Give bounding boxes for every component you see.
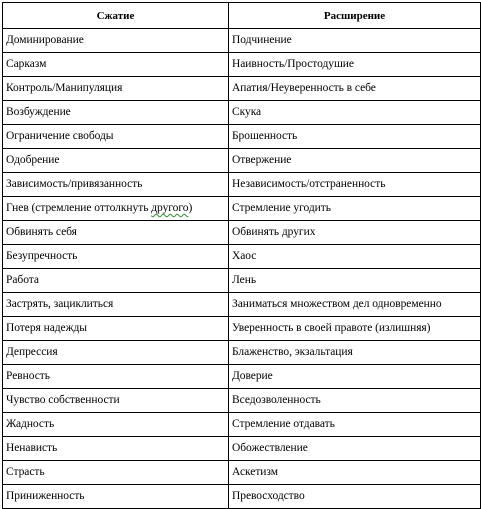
table-row — [3, 293, 481, 317]
table-row — [3, 197, 481, 221]
table-body — [3, 29, 481, 509]
cell-compression: Зависимость/привязанность — [3, 173, 229, 197]
table-row — [3, 53, 481, 77]
cell-compression: Ненависть — [3, 437, 229, 461]
table-row — [3, 173, 481, 197]
cell-compression: Чувство собственности — [3, 389, 229, 413]
cell-compression: Приниженность — [3, 485, 229, 509]
cell-compression: Гнев (стремление оттолкнуть другого) — [3, 197, 229, 221]
table-row — [3, 437, 481, 461]
cell-compression: Застрять, зациклиться — [3, 293, 229, 317]
table-row — [3, 125, 481, 149]
cell-expansion: Заниматься множеством дел одновременно — [229, 293, 481, 317]
cell-expansion: Лень — [229, 269, 481, 293]
table-row — [3, 389, 481, 413]
cell-expansion: Уверенность в своей правоте (излишняя) — [229, 317, 481, 341]
cell-compression: Работа — [3, 269, 229, 293]
spellcheck-underline: другого — [151, 202, 189, 214]
table-row — [3, 245, 481, 269]
cell-compression: Возбуждение — [3, 101, 229, 125]
cell-expansion: Хаос — [229, 245, 481, 269]
cell-expansion: Подчинение — [229, 29, 481, 53]
cell-expansion: Обожествление — [229, 437, 481, 461]
cell-expansion: Стремление отдавать — [229, 413, 481, 437]
table-row — [3, 149, 481, 173]
cell-compression: Одобрение — [3, 149, 229, 173]
table-row — [3, 485, 481, 509]
table-row — [3, 365, 481, 389]
cell-compression: Ограничение свободы — [3, 125, 229, 149]
header-compression: Сжатие — [3, 3, 229, 29]
cell-expansion: Наивность/Простодушие — [229, 53, 481, 77]
cell-compression: Депрессия — [3, 341, 229, 365]
cell-compression: Сарказм — [3, 53, 229, 77]
cell-expansion: Блаженство, экзальтация — [229, 341, 481, 365]
cell-expansion: Вседозволенность — [229, 389, 481, 413]
table-row — [3, 221, 481, 245]
comparison-table — [2, 2, 481, 509]
table-row — [3, 413, 481, 437]
cell-compression: Ревность — [3, 365, 229, 389]
cell-compression: Безупречность — [3, 245, 229, 269]
cell-expansion: Стремление угодить — [229, 197, 481, 221]
cell-expansion: Доверие — [229, 365, 481, 389]
cell-expansion: Брошенность — [229, 125, 481, 149]
cell-compression: Доминирование — [3, 29, 229, 53]
table-row — [3, 461, 481, 485]
cell-compression: Жадность — [3, 413, 229, 437]
table-row — [3, 29, 481, 53]
cell-expansion: Обвинять других — [229, 221, 481, 245]
cell-compression: Контроль/Манипуляция — [3, 77, 229, 101]
table-row — [3, 341, 481, 365]
cell-expansion: Отвержение — [229, 149, 481, 173]
table-row — [3, 269, 481, 293]
cell-expansion: Апатия/Неуверенность в себе — [229, 77, 481, 101]
table-row — [3, 101, 481, 125]
table-row — [3, 77, 481, 101]
table-row — [3, 317, 481, 341]
cell-compression: Страсть — [3, 461, 229, 485]
cell-compression: Обвинять себя — [3, 221, 229, 245]
cell-expansion: Превосходство — [229, 485, 481, 509]
cell-expansion: Аскетизм — [229, 461, 481, 485]
header-expansion: Расширение — [229, 3, 481, 29]
cell-expansion: Независимость/отстраненность — [229, 173, 481, 197]
header-row — [3, 3, 481, 29]
cell-expansion: Скука — [229, 101, 481, 125]
cell-compression: Потеря надежды — [3, 317, 229, 341]
